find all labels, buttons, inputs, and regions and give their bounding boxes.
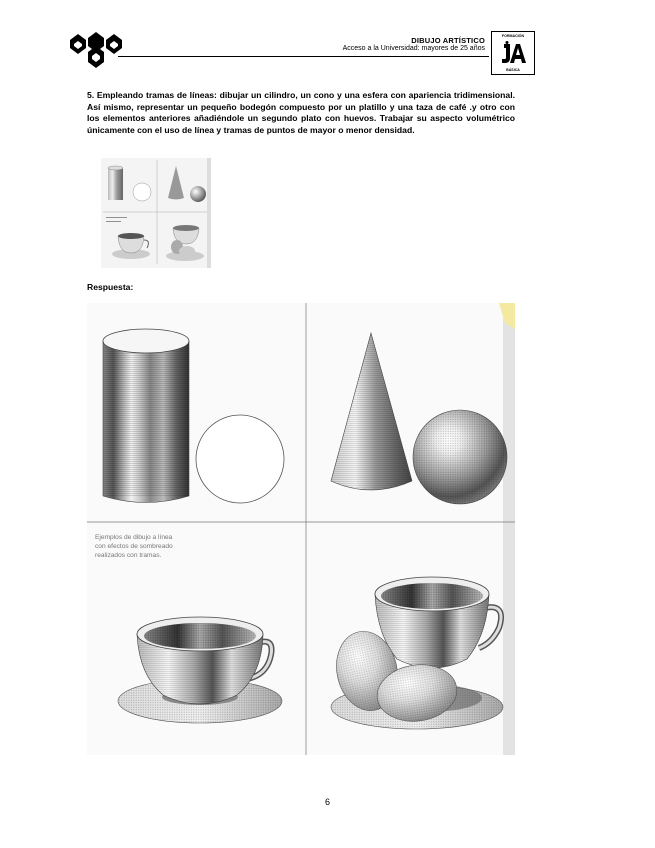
formacion-basica-badge [491, 31, 535, 75]
formacion-basica-emblem-icon [498, 40, 530, 66]
svg-text:▬▬▬▬▬: ▬▬▬▬▬ [106, 219, 121, 223]
page-number: 6 [324, 797, 330, 807]
circle-outline [196, 415, 284, 503]
answer-label: Respuesta: [87, 282, 134, 292]
badge-top-text: FORMACIÓN [501, 34, 525, 38]
header-subtitle: Acceso a la Universidad: mayores de 25 años [342, 45, 485, 52]
caption-line: realizados con tramas. [95, 552, 162, 559]
badge-bottom-text: BÁSICA [506, 68, 520, 72]
answer-figure [87, 303, 515, 755]
svg-text:▬▬▬▬▬▬▬: ▬▬▬▬▬▬▬ [106, 215, 127, 219]
cylinder-drawing [103, 329, 189, 503]
caption-line: Ejemplos de dibujo a línea [95, 534, 173, 541]
header-divider [118, 56, 489, 57]
exercise-statement: 5. Empleando tramas de líneas: dibujar un cilindro, un cono y una esfera con apariencia tridimensional. Así mismo, representar un pequeño bodegón compuesto por un platillo y una taza de café .y otro con los elementos anteriores añadiéndole un segundo plato con huevos. Trabajar su aspecto volumétrico únicamente con el uso de línea y tramas de puntos de mayor o menor densidad. [87, 90, 515, 135]
exercise-thumbnail [101, 158, 211, 268]
university-logo-icon [66, 30, 124, 70]
caption-line: con efectos de sombreado [95, 543, 173, 550]
sphere-drawing [413, 410, 507, 504]
header-title: DIBUJO ARTÍSTICO [411, 36, 485, 45]
